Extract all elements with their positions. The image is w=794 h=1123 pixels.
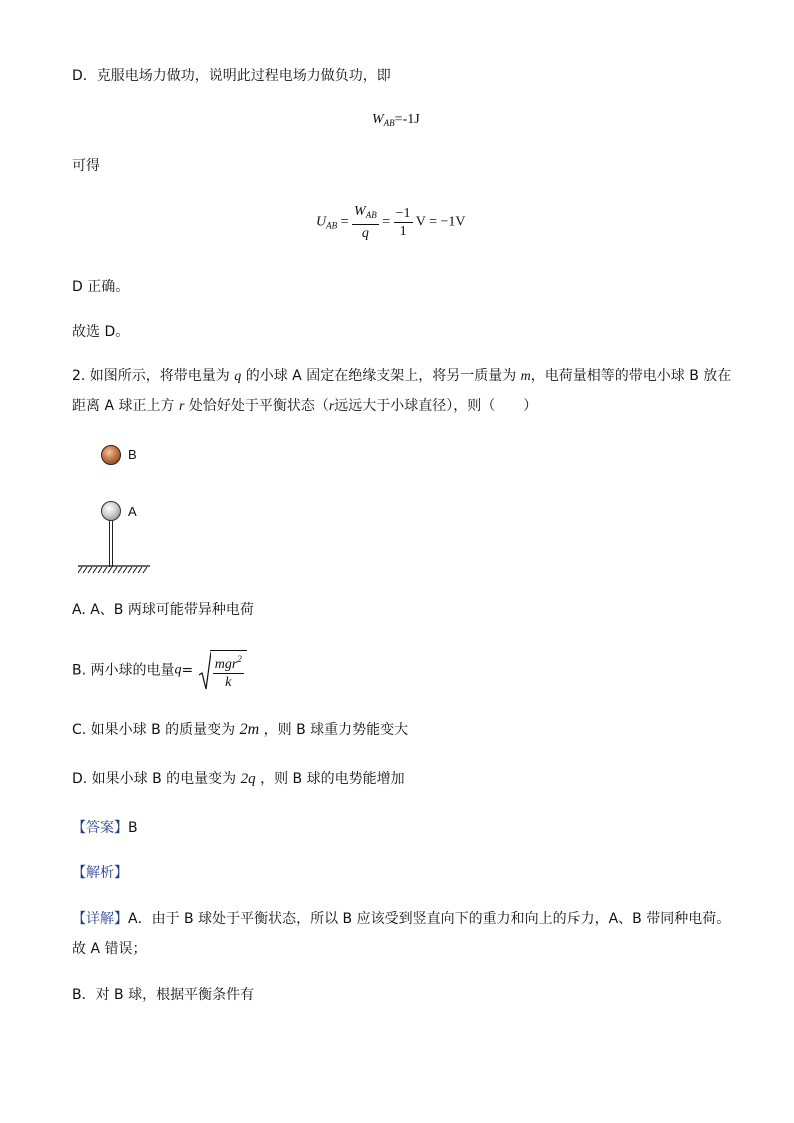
answer-value: B xyxy=(128,820,138,836)
analysis-label: 【解析】 xyxy=(72,865,128,881)
d-correct-text: D 正确。 xyxy=(72,279,130,295)
question-2-line-2: 距离 A 球正上方 r 处恰好处于平衡状态（r远远大于小球直径），则（ ） xyxy=(72,398,538,414)
option-b: B. 两小球的电量q= $\frac{mgr^2}{k}$ xyxy=(72,650,247,690)
fraction-neg1-1: $\frac{-1}{1}$ xyxy=(395,206,411,239)
choose-text: 故选 D。 xyxy=(72,324,130,340)
detail-label: 【详解】 xyxy=(72,911,128,927)
ball-b-icon xyxy=(101,445,121,465)
answer-line xyxy=(72,818,138,838)
ball-a-icon xyxy=(101,501,121,521)
option-d-explanation: D．克服电场力做功，说明此过程电场力做负功，即 xyxy=(72,68,391,84)
answer-label: 【答案】 xyxy=(72,820,128,836)
option-d: D. 如果小球 B 的电量变为 2q ，则 B 球的电势能增加 xyxy=(72,771,405,787)
option-a: A. A、B 两球可能带异种电荷 xyxy=(72,602,254,618)
detail-line-1: 【详解】A．由于 B 球处于平衡状态，所以 B 应该受到竖直向下的重力和向上的斥力，A、B 带同种电荷。 xyxy=(72,911,731,927)
option-c: C. 如果小球 B 的质量变为 2m ，则 B 球重力势能变大 xyxy=(72,721,409,738)
kede-text: 可得 xyxy=(72,158,100,174)
label-a: A xyxy=(128,504,137,519)
insulating-stand-rod xyxy=(109,519,113,567)
question-2-line-1: 2. 如图所示，将带电量为 q 的小球 A 固定在绝缘支架上，将另一质量为 m，电荷量相等的带电小球 B 放在 xyxy=(72,368,732,384)
label-b: B xyxy=(128,447,137,462)
fraction-wab-q: $\frac{W_{AB}}{q}$ xyxy=(354,204,377,241)
detail-line-2: 故 A 错误； xyxy=(72,941,147,957)
ground-hatch-icon xyxy=(78,565,150,574)
equation-wab: $W_{AB}=-1J$ xyxy=(372,112,420,128)
equation-uab: $U_{AB}$ = $\frac{W_{AB}}{q}$ = $\frac{-1}{1}$ V = −1V xyxy=(316,204,466,241)
detail-line-3: B．对 B 球，根据平衡条件有 xyxy=(72,987,255,1003)
